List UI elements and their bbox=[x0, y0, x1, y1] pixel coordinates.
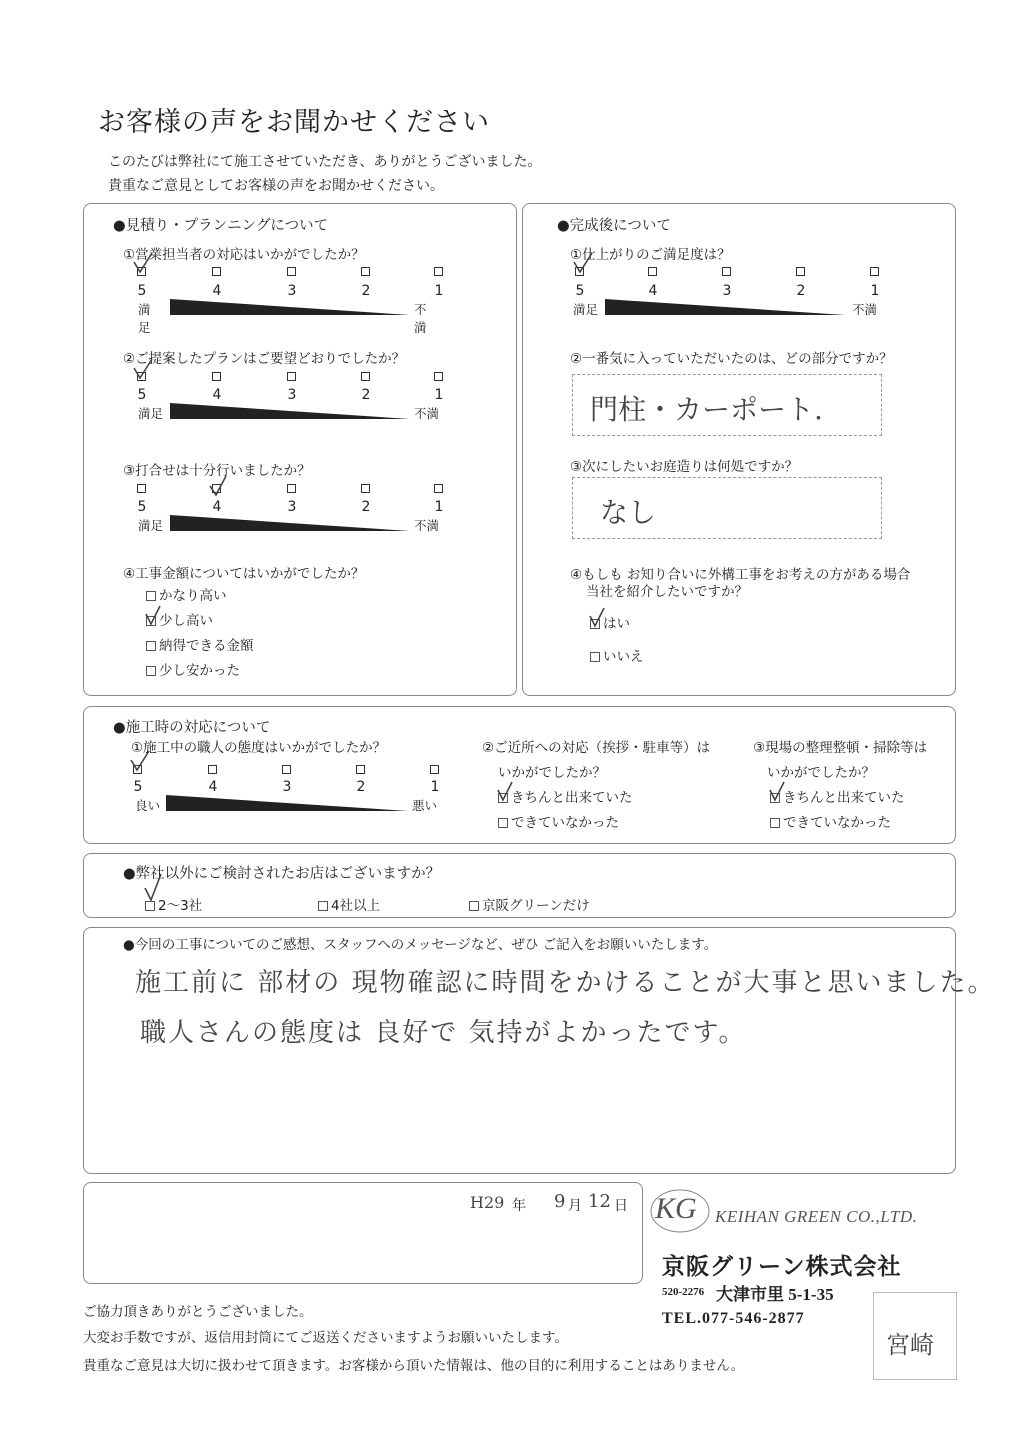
scale-number: 2 bbox=[796, 283, 806, 299]
checkmark-icon bbox=[127, 748, 153, 774]
checkmark-icon bbox=[588, 606, 606, 628]
other-stores-option-4plus[interactable]: 4社以上 bbox=[318, 894, 380, 914]
scale-number: 1 bbox=[434, 283, 444, 299]
estimate-q1-checkbox-2[interactable] bbox=[361, 267, 370, 276]
estimate-q2-checkbox-3[interactable] bbox=[287, 372, 296, 381]
estimate-q2: ②ご提案したプランはご要望どおりでしたか？ bbox=[123, 351, 406, 367]
checkmark-icon bbox=[496, 780, 514, 802]
completion-q1-checkbox-2[interactable] bbox=[796, 267, 805, 276]
company-address: 大津市里 5-1-35 bbox=[716, 1285, 834, 1304]
price-option[interactable]: 少し安かった bbox=[146, 659, 240, 679]
scale-right-label: 不満 bbox=[852, 302, 878, 317]
estimate-q3-checkbox-3[interactable] bbox=[287, 484, 296, 493]
scale-number: 2 bbox=[361, 283, 371, 299]
checkmark-icon bbox=[206, 474, 232, 498]
scale-wedge bbox=[605, 299, 847, 315]
scale-number: 4 bbox=[648, 283, 658, 299]
company-logo-text: KEIHAN GREEN CO.,LTD. bbox=[715, 1207, 918, 1226]
estimate-q2-checkbox-1[interactable] bbox=[434, 372, 443, 381]
estimate-heading: ●見積り・プランニングについて bbox=[113, 218, 329, 234]
completion-heading: ●完成後について bbox=[557, 218, 671, 234]
scale-number: 3 bbox=[282, 779, 292, 795]
checkmark-icon bbox=[144, 604, 162, 626]
scale-wedge bbox=[170, 515, 412, 531]
completion-q4-line2: 当社を紹介したいですか？ bbox=[586, 584, 748, 600]
completion-q1: ①仕上がりのご満足度は？ bbox=[570, 247, 731, 263]
scale-wedge bbox=[170, 299, 412, 315]
estimate-q4: ④工事金額についてはいかがでしたか？ bbox=[123, 566, 365, 582]
scale-left-label: 満足 bbox=[573, 302, 599, 317]
scale-number: 5 bbox=[137, 283, 147, 299]
scale-number: 4 bbox=[208, 779, 218, 795]
intro-line-2: 貴重なご意見としてお客様の声をお聞かせください。 bbox=[108, 178, 444, 194]
tidy-bad-option[interactable]: できていなかった bbox=[770, 811, 891, 831]
scale-number: 2 bbox=[361, 499, 371, 515]
completion-q1-checkbox-3[interactable] bbox=[722, 267, 731, 276]
scale-number: 4 bbox=[212, 499, 222, 515]
construction-q1: ①施工中の職人の態度はいかがでしたか？ bbox=[131, 740, 387, 756]
scale-number: 1 bbox=[870, 283, 880, 299]
company-postal: 520-2276 bbox=[662, 1286, 705, 1298]
date-day-label: 日 bbox=[614, 1198, 628, 1214]
message-line-1[interactable]: 施工前に 部材の 現物確認に時間をかけることが大事と思いました。 bbox=[135, 968, 996, 998]
completion-q4-line1: ④もしも お知り合いに外構工事をお考えの方がある場合 bbox=[570, 567, 911, 583]
price-option[interactable]: 少し高い bbox=[146, 609, 213, 629]
completion-q1-checkbox-1[interactable] bbox=[870, 267, 879, 276]
scale-left-label: 満足 bbox=[138, 302, 151, 335]
scale-number: 4 bbox=[212, 283, 222, 299]
checkmark-icon bbox=[130, 250, 156, 276]
scale-number: 2 bbox=[356, 779, 366, 795]
estimate-q1: ①営業担当者の対応はいかがでしたか？ bbox=[123, 247, 365, 263]
date-day[interactable]: 12 bbox=[588, 1191, 611, 1212]
scale-left-label: 満足 bbox=[138, 518, 164, 533]
estimate-q3-checkbox-5[interactable] bbox=[137, 484, 146, 493]
scale-number: 2 bbox=[361, 387, 371, 403]
form-title: お客様の声をお聞かせください bbox=[98, 107, 490, 138]
company-name: 京阪グリーン株式会社 bbox=[662, 1254, 902, 1279]
date-month[interactable]: 9 bbox=[554, 1191, 566, 1212]
construction-q3-line2: いかがでしたか？ bbox=[767, 765, 875, 781]
completion-q1-checkbox-4[interactable] bbox=[648, 267, 657, 276]
scale-right-label: 不満 bbox=[414, 302, 427, 335]
scale-right-label: 不満 bbox=[414, 406, 440, 421]
construction-q1-checkbox-1[interactable] bbox=[430, 765, 439, 774]
message-line-2[interactable]: 職人さんの態度は 良好で 気持がよかったです。 bbox=[140, 1018, 747, 1048]
intro-line-1: このたびは弊社にて施工させていただき、ありがとうございました。 bbox=[108, 154, 542, 170]
date-era-year[interactable]: H29 bbox=[470, 1193, 505, 1212]
neighbor-good-option[interactable]: きちんと出来ていた bbox=[498, 786, 633, 806]
other-stores-option-keihan-only[interactable]: 京阪グリーンだけ bbox=[469, 894, 590, 914]
scale-right-label: 悪い bbox=[412, 798, 438, 813]
date-year-label: 年 bbox=[512, 1198, 526, 1214]
scale-number: 4 bbox=[212, 387, 222, 403]
estimate-q3-checkbox-1[interactable] bbox=[434, 484, 443, 493]
completion-q2: ②一番気に入っていただいたのは、どの部分ですか？ bbox=[570, 351, 893, 367]
scale-number: 3 bbox=[722, 283, 732, 299]
construction-q3-line1: ③現場の整理整頓・掃除等は bbox=[753, 740, 928, 756]
scale-number: 5 bbox=[575, 283, 585, 299]
scale-number: 5 bbox=[137, 499, 147, 515]
footer-line-1: ご協力頂きありがとうございました。 bbox=[83, 1304, 313, 1320]
refer-no-option[interactable]: いいえ bbox=[590, 645, 644, 665]
completion-q3: ③次にしたいお庭造りは何処ですか？ bbox=[570, 459, 799, 475]
scale-number: 1 bbox=[434, 387, 444, 403]
estimate-q1-checkbox-1[interactable] bbox=[434, 267, 443, 276]
estimate-q1-checkbox-3[interactable] bbox=[287, 267, 296, 276]
checkmark-icon bbox=[143, 872, 163, 902]
neighbor-bad-option[interactable]: できていなかった bbox=[498, 811, 619, 831]
construction-q1-checkbox-4[interactable] bbox=[208, 765, 217, 774]
footer-line-3: 貴重なご意見は大切に扱わせて頂きます。お客様から頂いた情報は、他の目的に利用することはありません。 bbox=[83, 1358, 745, 1374]
staff-stamp-name: 宮崎 bbox=[886, 1331, 934, 1359]
company-logo-mark: KG bbox=[655, 1192, 697, 1225]
checkmark-icon bbox=[570, 250, 596, 276]
scale-number: 5 bbox=[137, 387, 147, 403]
estimate-q3-checkbox-2[interactable] bbox=[361, 484, 370, 493]
scale-number: 3 bbox=[287, 283, 297, 299]
scale-number: 3 bbox=[287, 499, 297, 515]
scale-number: 1 bbox=[434, 499, 444, 515]
tidy-good-option[interactable]: きちんと出来ていた bbox=[770, 786, 905, 806]
estimate-q2-checkbox-2[interactable] bbox=[361, 372, 370, 381]
other-stores-heading: ●弊社以外にご検討されたお店はございますか？ bbox=[123, 866, 441, 882]
construction-q1-checkbox-2[interactable] bbox=[356, 765, 365, 774]
construction-q1-checkbox-3[interactable] bbox=[282, 765, 291, 774]
construction-q2-line1: ②ご近所への対応（挨拶・駐車等）は bbox=[482, 740, 711, 756]
refer-yes-option[interactable]: はい bbox=[590, 612, 630, 632]
price-option[interactable]: かなり高い bbox=[146, 584, 227, 604]
scale-number: 1 bbox=[430, 779, 440, 795]
scale-left-label: 満足 bbox=[138, 406, 164, 421]
scale-number: 5 bbox=[133, 779, 143, 795]
construction-heading: ●施工時の対応について bbox=[113, 720, 271, 736]
estimate-q1-checkbox-4[interactable] bbox=[212, 267, 221, 276]
scale-wedge bbox=[166, 795, 410, 811]
other-stores-option-2-3[interactable]: 2～3社 bbox=[145, 894, 202, 914]
checkmark-icon bbox=[130, 356, 156, 382]
next-garden-answer: なし bbox=[600, 496, 657, 529]
favorite-part-answer: 門柱・カーポート. bbox=[590, 393, 823, 426]
date-month-label: 月 bbox=[568, 1198, 582, 1214]
construction-q2-line2: いかがでしたか？ bbox=[498, 765, 606, 781]
estimate-q3: ③打合せは十分行いましたか？ bbox=[123, 463, 311, 479]
message-heading: ●今回の工事についてのご感想、スタッフへのメッセージなど、ぜひ ご記入をお願いいたします。 bbox=[123, 937, 718, 953]
checkmark-icon bbox=[768, 780, 786, 802]
scale-right-label: 不満 bbox=[414, 518, 440, 533]
price-option[interactable]: 納得できる金額 bbox=[146, 634, 254, 654]
scale-number: 3 bbox=[287, 387, 297, 403]
scale-left-label: 良い bbox=[135, 798, 161, 813]
company-tel: TEL.077-546-2877 bbox=[662, 1310, 805, 1327]
logo-swirl-icon bbox=[648, 1186, 712, 1236]
footer-line-2: 大変お手数ですが、返信用封筒にてご返送くださいますようお願いいたします。 bbox=[83, 1330, 568, 1346]
estimate-q2-checkbox-4[interactable] bbox=[212, 372, 221, 381]
scale-wedge bbox=[170, 403, 412, 419]
